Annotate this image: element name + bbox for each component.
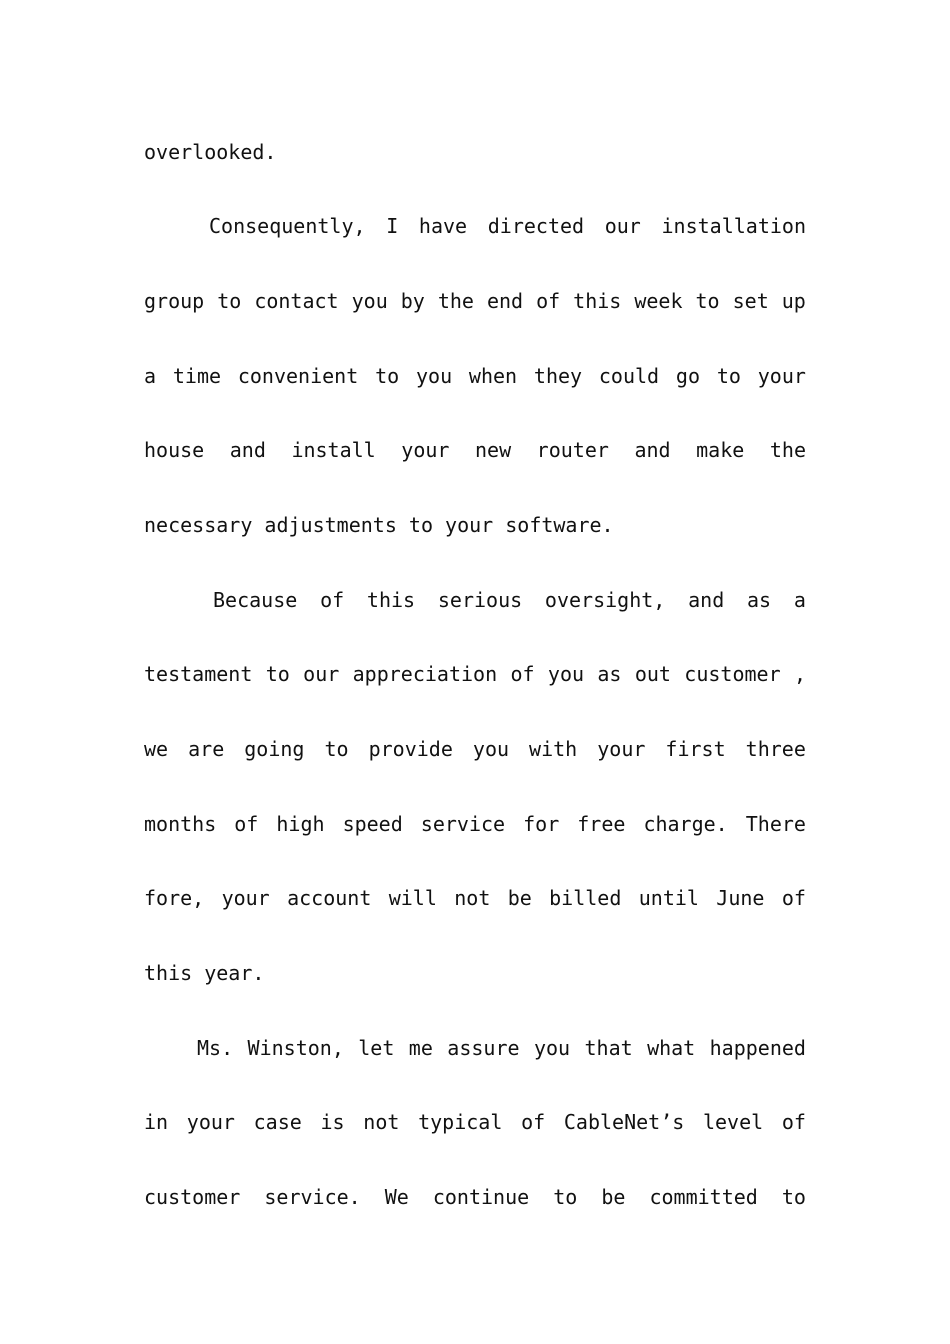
word: the	[769, 438, 806, 462]
text-line	[144, 883, 806, 913]
word: what	[647, 1036, 696, 1060]
word: to	[716, 364, 741, 388]
word: happened	[709, 1036, 806, 1060]
word: are	[188, 737, 225, 761]
word: and	[634, 438, 671, 462]
word: typical	[418, 1110, 503, 1134]
word: you	[351, 289, 388, 313]
word: service	[420, 812, 506, 836]
word: our	[303, 662, 340, 686]
word: first	[665, 737, 726, 761]
word: you	[547, 662, 585, 686]
word: customer	[684, 662, 781, 686]
word: of	[320, 588, 345, 612]
word: to	[217, 289, 242, 313]
word: your	[757, 364, 806, 388]
text-line	[209, 211, 806, 241]
word: to	[553, 1185, 578, 1209]
word: is	[320, 1110, 345, 1134]
text-line	[144, 361, 806, 391]
word: when	[468, 364, 518, 388]
word: Ms.	[197, 1036, 234, 1060]
word: in	[144, 1110, 169, 1134]
word: to	[375, 364, 400, 388]
text-line	[144, 1182, 806, 1212]
word: oversight,	[544, 588, 666, 612]
word: Consequently,	[209, 214, 366, 238]
text-line	[144, 435, 806, 465]
word: going	[244, 737, 305, 761]
word: Because	[213, 588, 298, 612]
word: new	[475, 438, 512, 462]
word: to	[781, 1185, 806, 1209]
word: committed	[649, 1185, 758, 1209]
word: be	[507, 886, 532, 910]
word: we	[144, 737, 169, 761]
word: set	[732, 289, 769, 313]
word: have	[418, 214, 468, 238]
word: not	[454, 886, 491, 910]
word: contact	[254, 289, 339, 313]
text-line	[144, 809, 806, 839]
word: for	[523, 812, 560, 836]
word: speed	[342, 812, 403, 836]
word: be	[601, 1185, 626, 1209]
word: serious	[437, 588, 523, 612]
word: charge.	[643, 812, 728, 836]
word: me	[408, 1036, 433, 1060]
word: not	[363, 1110, 400, 1134]
word: installation	[661, 214, 806, 238]
word: to	[265, 662, 290, 686]
word: your	[186, 1110, 235, 1134]
word: level	[702, 1110, 764, 1134]
word: assure	[447, 1036, 520, 1060]
word: of	[521, 1110, 546, 1134]
word: of	[781, 886, 806, 910]
word: and	[688, 588, 725, 612]
word: free	[577, 812, 626, 836]
word: our	[604, 214, 641, 238]
word: this	[366, 588, 416, 612]
word: of	[510, 662, 535, 686]
word: testament	[144, 662, 253, 686]
word: will	[388, 886, 437, 910]
word: to	[324, 737, 349, 761]
word: you	[415, 364, 453, 388]
word: router	[536, 438, 609, 462]
word: they	[533, 364, 583, 388]
word: We	[384, 1185, 409, 1209]
word: house	[144, 438, 205, 462]
word: directed	[487, 214, 585, 238]
text-line	[144, 734, 806, 764]
word: you	[533, 1036, 571, 1060]
word: you	[472, 737, 510, 761]
word: out	[634, 662, 671, 686]
word: of	[781, 1110, 806, 1134]
word: group	[144, 289, 205, 313]
word: I	[386, 214, 399, 238]
word: provide	[368, 737, 453, 761]
text-line	[144, 659, 806, 689]
word: months	[144, 812, 217, 836]
word: as	[597, 662, 622, 686]
text-line: necessary adjustments to your software.	[144, 513, 614, 537]
word: with	[529, 737, 578, 761]
word: that	[584, 1036, 633, 1060]
word: billed	[549, 886, 622, 910]
word: your	[401, 438, 450, 462]
word: end	[486, 289, 524, 313]
word: convenient	[237, 364, 359, 388]
word: and	[229, 438, 266, 462]
text-line	[197, 1033, 806, 1063]
word: account	[287, 886, 372, 910]
word: There	[745, 812, 806, 836]
word: time	[172, 364, 222, 388]
word: as	[747, 588, 772, 612]
text-line	[213, 585, 806, 615]
word: customer	[144, 1185, 241, 1209]
word: continue	[432, 1185, 530, 1209]
word: service.	[264, 1185, 361, 1209]
word: to	[695, 289, 720, 313]
text-line: overlooked.	[144, 140, 277, 164]
word: fore,	[144, 886, 205, 910]
word: by	[400, 289, 425, 313]
text-line	[144, 1107, 806, 1137]
word: go	[675, 364, 701, 388]
word: case	[253, 1110, 302, 1134]
word: Winston,	[247, 1036, 344, 1060]
word: this	[573, 289, 622, 313]
word: high	[276, 812, 325, 836]
word: the	[437, 289, 474, 313]
word: a	[144, 364, 157, 388]
text-line	[144, 286, 806, 316]
text-line: this year.	[144, 961, 265, 985]
word: your	[221, 886, 270, 910]
word: June	[716, 886, 765, 910]
word: install	[291, 438, 376, 462]
word: three	[745, 737, 806, 761]
word: of	[536, 289, 561, 313]
word: ,	[793, 662, 806, 686]
word: make	[696, 438, 745, 462]
word: week	[634, 289, 683, 313]
word: appreciation	[352, 662, 498, 686]
word: let	[358, 1036, 395, 1060]
word: of	[234, 812, 259, 836]
word: until	[638, 886, 699, 910]
word: could	[598, 364, 660, 388]
word: CableNet’s	[563, 1110, 685, 1134]
word: your	[597, 737, 646, 761]
word: a	[793, 588, 806, 612]
word: up	[781, 289, 806, 313]
